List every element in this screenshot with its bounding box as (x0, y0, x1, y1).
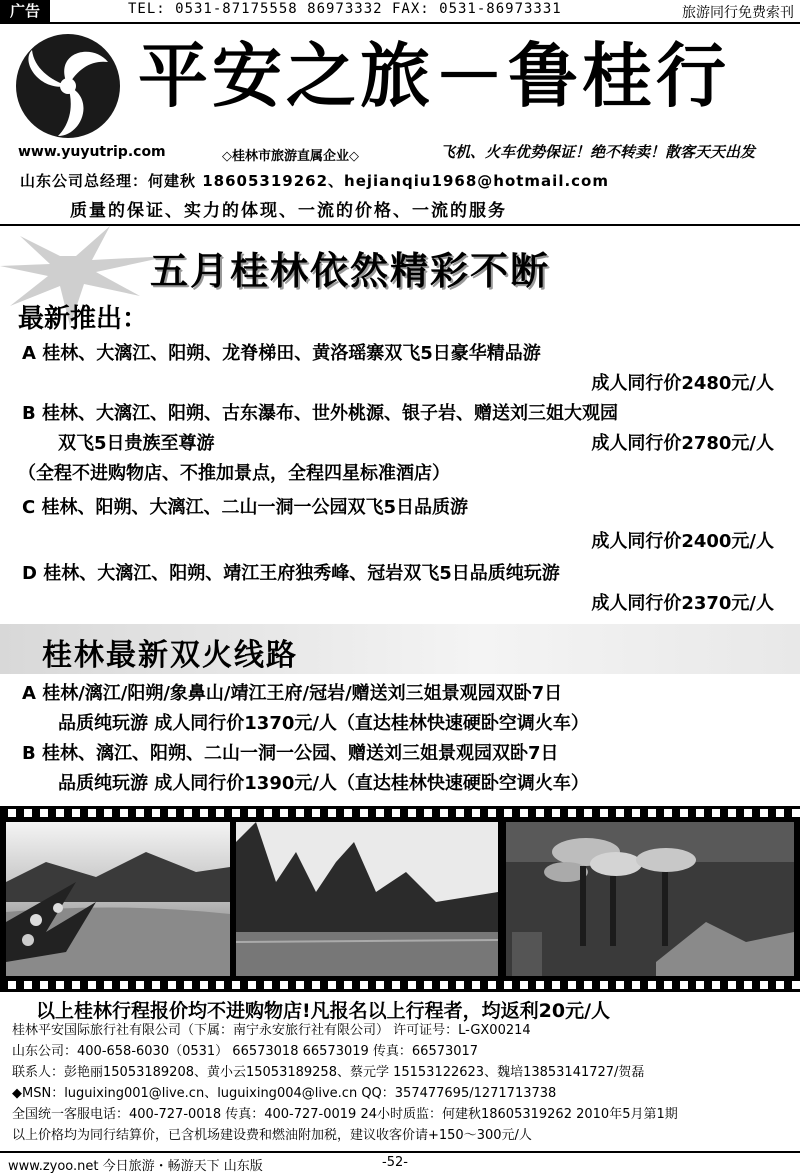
train-route-b-line1: B 桂林、漓江、阳朔、二山一洞一公园、赠送刘三姐景观园双卧7日 (22, 743, 559, 764)
route-d-price: 成人同行价2370元/人 (591, 593, 774, 614)
main-headline: 五月桂林依然精彩不断 (150, 248, 551, 293)
train-route-a-line1: A 桂林/漓江/阳朔/象鼻山/靖江王府/冠岩/赠送刘三姐景观园双卧7日 (22, 683, 563, 704)
film-holes-bottom (0, 981, 800, 989)
route-b-text-2: 双飞5日贵族至尊游 (58, 433, 215, 454)
affiliation-text: ◇桂林市旅游直属企业◇ (222, 149, 359, 164)
quality-slogan: 质量的保证、实力的体现、一流的价格、一流的服务 (70, 201, 507, 221)
footer-divider (0, 1151, 800, 1153)
free-copy-tagline: 旅游同行免费索刊 (682, 5, 794, 21)
photo-lake-sunrise (6, 822, 230, 976)
train-section-title: 桂林最新双火线路 (42, 638, 298, 673)
msn-qq: ◆MSN：luguixing001@live.cn、luguixing004@live.cn QQ：357477695/1271713738 (12, 1086, 557, 1101)
rebate-notice: 以上桂林行程报价均不进购物店!凡报名以上行程者，均返利20元/人 (36, 1000, 611, 1022)
price-note: 以上价格均为同行结算价，已含机场建设费和燃油附加税，建议收客价请+150～300元/人 (12, 1128, 532, 1143)
top-bar (0, 0, 800, 24)
contact-people: 联系人：彭艳丽15053189208、黄小云15053189258、蔡元学 15153122623、魏培13853141727/贺磊 (12, 1065, 645, 1080)
contact-numbers: TEL: 0531-87175558 86973332 FAX: 0531-86973331 (128, 1, 562, 17)
route-b-text: B 桂林、大漓江、阳朔、古东瀑布、世外桃源、银子岩、赠送刘三姐大观园 (22, 403, 618, 424)
photo-filmstrip (0, 806, 800, 992)
route-c-price: 成人同行价2400元/人 (591, 531, 774, 552)
route-d-text: D 桂林、大漓江、阳朔、靖江王府独秀峰、冠岩双飞5日品质纯玩游 (22, 563, 560, 584)
route-c-text: C 桂林、阳朔、大漓江、二山一洞一公园双飞5日品质游 (22, 497, 468, 518)
train-route-b-line2: 品质纯玩游 成人同行价1390元/人（直达桂林快速硬卧空调火车） (58, 773, 589, 794)
brand-title: 平安之旅－鲁桂行 (138, 34, 730, 117)
ad-label: 广告 (0, 0, 50, 22)
header (0, 24, 800, 226)
route-b-note: （全程不进购物店、不推加景点，全程四星标准酒店） (18, 463, 450, 484)
photo-thatched-huts (506, 822, 794, 976)
national-hotline: 全国统一客服电话：400-727-0018 传真：400-727-0019 24小时质监：何建秋18605319262 2010年5月第1期 (12, 1107, 678, 1122)
route-a-text: A 桂林、大漓江、阳朔、龙脊梯田、黄洛瑶寨双飞5日豪华精品游 (22, 343, 541, 364)
page-number: -52- (382, 1155, 408, 1170)
film-holes-top (0, 809, 800, 817)
route-b-price: 成人同行价2780元/人 (591, 433, 774, 454)
manager-contact: 山东公司总经理：何建秋 18605319262、hejianqiu1968@hotmail.com (20, 172, 609, 190)
website-url[interactable]: www.yuyutrip.com (18, 144, 166, 160)
shandong-phone: 山东公司：400-658-6030（0531） 66573018 66573019 传真：66573017 (12, 1044, 479, 1059)
footer-site: www.zyoo.net 今日旅游・畅游天下 山东版 (8, 1159, 263, 1174)
footer (0, 1154, 800, 1174)
photo-karst-river (236, 822, 498, 976)
train-route-a-line2: 品质纯玩游 成人同行价1370元/人（直达桂林快速硬卧空调火车） (58, 713, 589, 734)
swirl-logo-icon (12, 32, 124, 140)
service-promise: 飞机、火车优势保证！绝不转卖！散客天天出发 (440, 143, 756, 161)
new-launch-label: 最新推出： (18, 304, 149, 334)
route-a-price: 成人同行价2480元/人 (591, 373, 774, 394)
company-info: 桂林平安国际旅行社有限公司（下属：南宁永安旅行社有限公司） 许可证号：L-GX00214 (12, 1023, 531, 1038)
